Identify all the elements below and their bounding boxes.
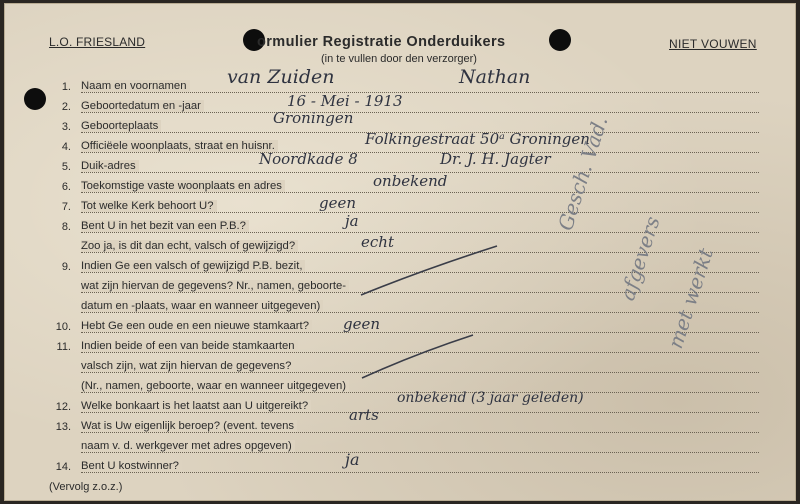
pencil-note-1: Gesch. Vad. — [553, 113, 613, 234]
answer-line — [81, 432, 759, 433]
field-number: 13. — [55, 421, 71, 433]
field-label: Naam en voornamen — [81, 80, 190, 92]
field-label: Zoo ja, is dit dan echt, valsch of gewijzigd? — [81, 240, 298, 252]
field-row — [5, 257, 795, 277]
field-number: 4. — [61, 141, 71, 153]
answer-stamkaart: geen — [343, 315, 381, 333]
answer-line — [81, 332, 759, 333]
answer-line — [81, 352, 759, 353]
answer-bonkaart: onbekend (3 jaar geleden) — [397, 390, 584, 406]
answer-surname: van Zuiden — [227, 66, 335, 88]
answer-line — [81, 452, 759, 453]
field-number: 12. — [55, 401, 71, 413]
answer-line — [81, 212, 759, 213]
field-number: 8. — [61, 221, 71, 233]
answer-birthplace: Groningen — [273, 109, 354, 127]
answer-pb-status: echt — [361, 233, 394, 251]
answer-birthdate: 16 - Mei - 1913 — [287, 92, 403, 110]
field-row — [5, 457, 795, 477]
answer-line — [81, 112, 759, 113]
field-row — [5, 277, 795, 297]
field-label: Duik-adres — [81, 160, 139, 172]
field-number: 14. — [55, 461, 71, 473]
field-row — [5, 197, 795, 217]
answer-future-address: onbekend — [373, 172, 448, 190]
field-number: 2. — [61, 101, 71, 113]
field-label: Tot welke Kerk behoort U? — [81, 200, 217, 212]
answer-line — [81, 292, 759, 293]
answer-line — [81, 412, 759, 413]
punch-hole-top-right — [549, 29, 571, 51]
field-number: 9. — [61, 261, 71, 273]
field-label: Geboortedatum en -jaar — [81, 100, 204, 112]
answer-line — [81, 152, 759, 153]
field-label: (Nr., namen, geboorte, waar en wanneer uitgegeven) — [81, 380, 349, 392]
header-region-label: L.O. FRIESLAND — [49, 35, 146, 49]
form-title: ormulier Registratie Onderduikers — [257, 34, 506, 50]
field-number: 5. — [61, 161, 71, 173]
field-number: 11. — [56, 341, 71, 353]
field-label: Hebt Ge een oude en een nieuwe stamkaart? — [81, 320, 312, 332]
field-row — [5, 357, 795, 377]
pencil-note-3: met werkt — [663, 245, 718, 352]
field-label: Officiëele woonplaats, straat en huisnr. — [81, 140, 278, 152]
field-label: Geboorteplaats — [81, 120, 161, 132]
field-row — [5, 237, 795, 257]
answer-kostwinner: ja — [345, 450, 360, 469]
continued-overleaf-note: (Vervolg z.o.z.) — [49, 481, 123, 493]
answer-line — [81, 312, 759, 313]
field-row — [5, 437, 795, 457]
field-label: datum en -plaats, waar en wanneer uitgegeven) — [81, 300, 323, 312]
field-row — [5, 417, 795, 437]
field-label: Toekomstige vaste woonplaats en adres — [81, 180, 285, 192]
field-row — [5, 217, 795, 237]
answer-has-pb: ja — [345, 212, 359, 230]
do-not-fold-label: NIET VOUWEN — [669, 37, 757, 51]
field-number: 10. — [55, 321, 71, 333]
field-label: Indien Ge een valsch of gewijzigd P.B. bezit, — [81, 260, 305, 272]
field-number: 6. — [61, 181, 71, 193]
field-label: wat zijn hiervan de gegevens? Nr., namen, geboorte- — [81, 280, 349, 292]
answer-residence: Folkingestraat 50ᵃ Groningen — [365, 130, 590, 148]
answer-firstname: Nathan — [459, 66, 531, 88]
answer-beroep: arts — [349, 406, 379, 424]
answer-hiding-street: Noordkade 8 — [259, 150, 358, 168]
pencil-note-2: afgevers — [615, 213, 665, 304]
field-label: Welke bonkaart is het laatst aan U uitgereikt? — [81, 400, 311, 412]
field-number: 1. — [61, 81, 71, 93]
field-label: valsch zijn, wat zijn hiervan de gegevens? — [81, 360, 294, 372]
answer-line — [81, 272, 759, 273]
answer-line — [81, 92, 759, 93]
registration-form-card — [4, 3, 796, 501]
answer-hiding-host: Dr. J. H. Jagter — [440, 150, 551, 168]
form-subtitle: (in te vullen door den verzorger) — [321, 53, 477, 65]
field-label: Wat is Uw eigenlijk beroep? (event. tevens — [81, 420, 297, 432]
field-label: naam v. d. werkgever met adres opgeven) — [81, 440, 295, 452]
answer-line — [81, 372, 759, 373]
answer-line — [81, 192, 759, 193]
field-label: Bent U in het bezit van een P.B.? — [81, 220, 249, 232]
answer-church: geen — [319, 194, 357, 212]
answer-line — [81, 472, 759, 473]
answer-line — [81, 252, 759, 253]
field-label: Bent U kostwinner? — [81, 460, 182, 472]
field-number: 7. — [61, 201, 71, 213]
field-label: Indien beide of een van beide stamkaarten — [81, 340, 298, 352]
field-number: 3. — [61, 121, 71, 133]
